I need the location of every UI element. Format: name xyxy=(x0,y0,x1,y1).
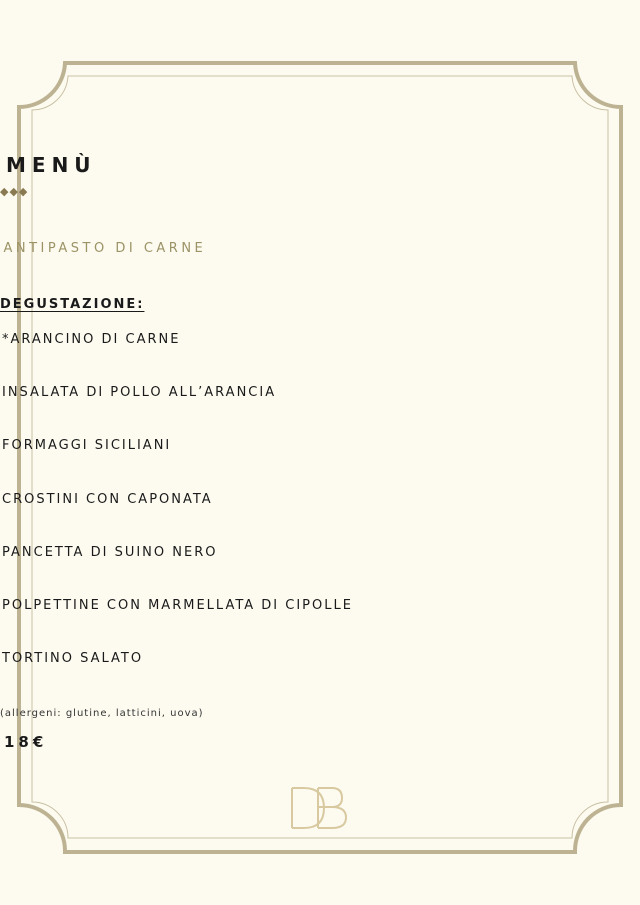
menu-item-list xyxy=(0,332,640,704)
menu-item: CROSTINI CON CAPONATA xyxy=(2,491,213,507)
menu-item: PANCETTA DI SUINO NERO xyxy=(2,544,218,560)
menu-item: POLPETTINE CON MARMELLATA DI CIPOLLE xyxy=(2,597,353,613)
menu-title: MENÙ xyxy=(6,153,97,177)
menu-item: *ARANCINO DI CARNE xyxy=(2,332,181,347)
db-logo xyxy=(280,782,360,834)
menu-item: TORTINO SALATO xyxy=(2,651,144,667)
price: 18€ xyxy=(4,733,48,751)
allergens-note: (allergeni: glutine, latticini, uova) xyxy=(0,708,204,719)
diamond-ornament-icon: ◆◆◆ xyxy=(0,185,29,198)
section-title: ANTIPASTO DI CARNE xyxy=(3,241,207,256)
tasting-subheading: DEGUSTAZIONE: xyxy=(0,297,145,312)
menu-item: INSALATA DI POLLO ALL’ARANCIA xyxy=(2,385,277,401)
menu-item: FORMAGGI SICILIANI xyxy=(2,438,172,454)
